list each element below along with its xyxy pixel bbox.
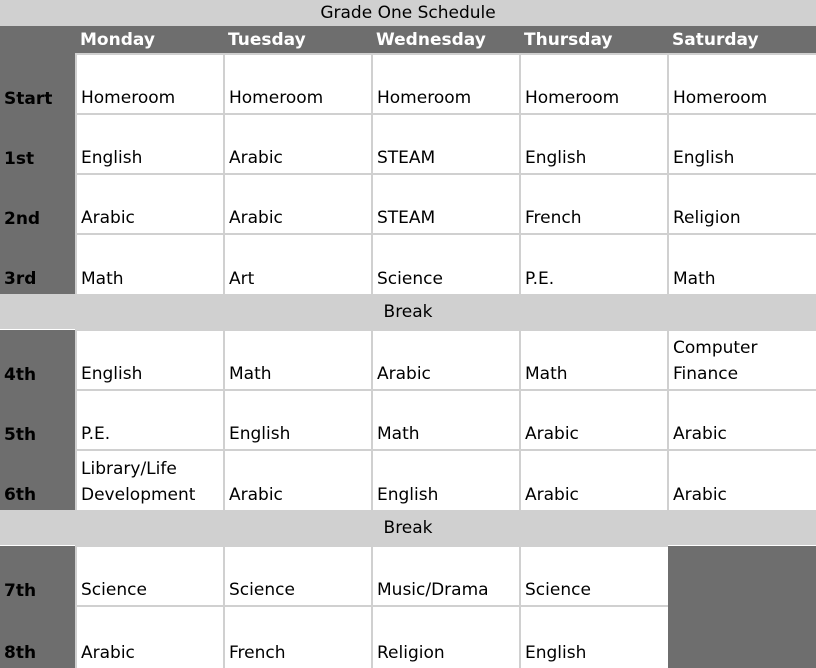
class-cell: Arabic: [224, 174, 372, 234]
class-cell: Art: [224, 234, 372, 294]
class-cell: P.E.: [520, 234, 668, 294]
period-label: 6th: [0, 450, 76, 510]
class-cell: Math: [668, 234, 816, 294]
schedule-title: Grade One Schedule: [0, 0, 816, 26]
header-corner: [0, 26, 76, 54]
class-cell: Homeroom: [76, 54, 224, 114]
period-row: [0, 330, 816, 390]
class-cell: Math: [224, 330, 372, 390]
day-header: Saturday: [668, 26, 816, 54]
class-cell: Homeroom: [224, 54, 372, 114]
class-cell: Homeroom: [372, 54, 520, 114]
day-header: Wednesday: [372, 26, 520, 54]
class-cell: Science: [372, 234, 520, 294]
class-cell: [668, 330, 816, 390]
period-label: 1st: [0, 114, 76, 174]
period-row: [0, 114, 816, 174]
class-cell-line: Finance: [673, 364, 739, 384]
period-row: [0, 234, 816, 294]
day-header: Thursday: [520, 26, 668, 54]
class-cell: English: [520, 606, 668, 668]
class-cell: Homeroom: [520, 54, 668, 114]
class-cell: Arabic: [520, 450, 668, 510]
class-cell: French: [520, 174, 668, 234]
period-row: [0, 390, 816, 450]
period-label: 3rd: [0, 234, 76, 294]
break-label: Break: [0, 510, 816, 546]
class-cell: English: [76, 114, 224, 174]
class-cell: Arabic: [76, 174, 224, 234]
break-label: Break: [0, 294, 816, 330]
class-cell: STEAM: [372, 114, 520, 174]
class-cell: Science: [520, 546, 668, 606]
day-header-row: [0, 26, 816, 54]
class-cell: Arabic: [520, 390, 668, 450]
class-cell: Arabic: [224, 114, 372, 174]
class-cell: Math: [372, 390, 520, 450]
period-label: 7th: [0, 546, 76, 606]
class-cell: English: [76, 330, 224, 390]
break-label-row: [0, 294, 816, 330]
class-cell: Arabic: [372, 330, 520, 390]
class-cell: Arabic: [76, 606, 224, 668]
class-cell: Arabic: [668, 390, 816, 450]
period-label: 8th: [0, 606, 76, 668]
period-row: [0, 54, 816, 114]
class-cell: French: [224, 606, 372, 668]
class-cell: Homeroom: [668, 54, 816, 114]
class-cell: Math: [520, 330, 668, 390]
period-row: [0, 546, 816, 606]
class-cell-line: Library/Life: [81, 459, 177, 479]
class-cell: STEAM: [372, 174, 520, 234]
class-cell: [76, 450, 224, 510]
class-cell: English: [372, 450, 520, 510]
period-label: Start: [0, 54, 76, 114]
class-cell: Religion: [372, 606, 520, 668]
period-label: 5th: [0, 390, 76, 450]
no-class-block: [668, 546, 816, 668]
class-cell: P.E.: [76, 390, 224, 450]
class-cell: Religion: [668, 174, 816, 234]
class-cell: Science: [76, 546, 224, 606]
day-header: Tuesday: [224, 26, 372, 54]
period-row: [0, 450, 816, 510]
schedule-title-row: [0, 0, 816, 26]
period-row: [0, 174, 816, 234]
class-cell: English: [224, 390, 372, 450]
class-cell: Science: [224, 546, 372, 606]
class-cell: Music/Drama: [372, 546, 520, 606]
class-cell: English: [668, 114, 816, 174]
class-cell: Math: [76, 234, 224, 294]
day-header: Monday: [76, 26, 224, 54]
class-cell: English: [520, 114, 668, 174]
break-label-row: [0, 510, 816, 546]
class-cell-line: Development: [81, 485, 196, 505]
period-label: 4th: [0, 330, 76, 390]
class-cell: Arabic: [224, 450, 372, 510]
class-cell: Arabic: [668, 450, 816, 510]
class-cell-line: Computer: [673, 338, 758, 358]
period-label: 2nd: [0, 174, 76, 234]
